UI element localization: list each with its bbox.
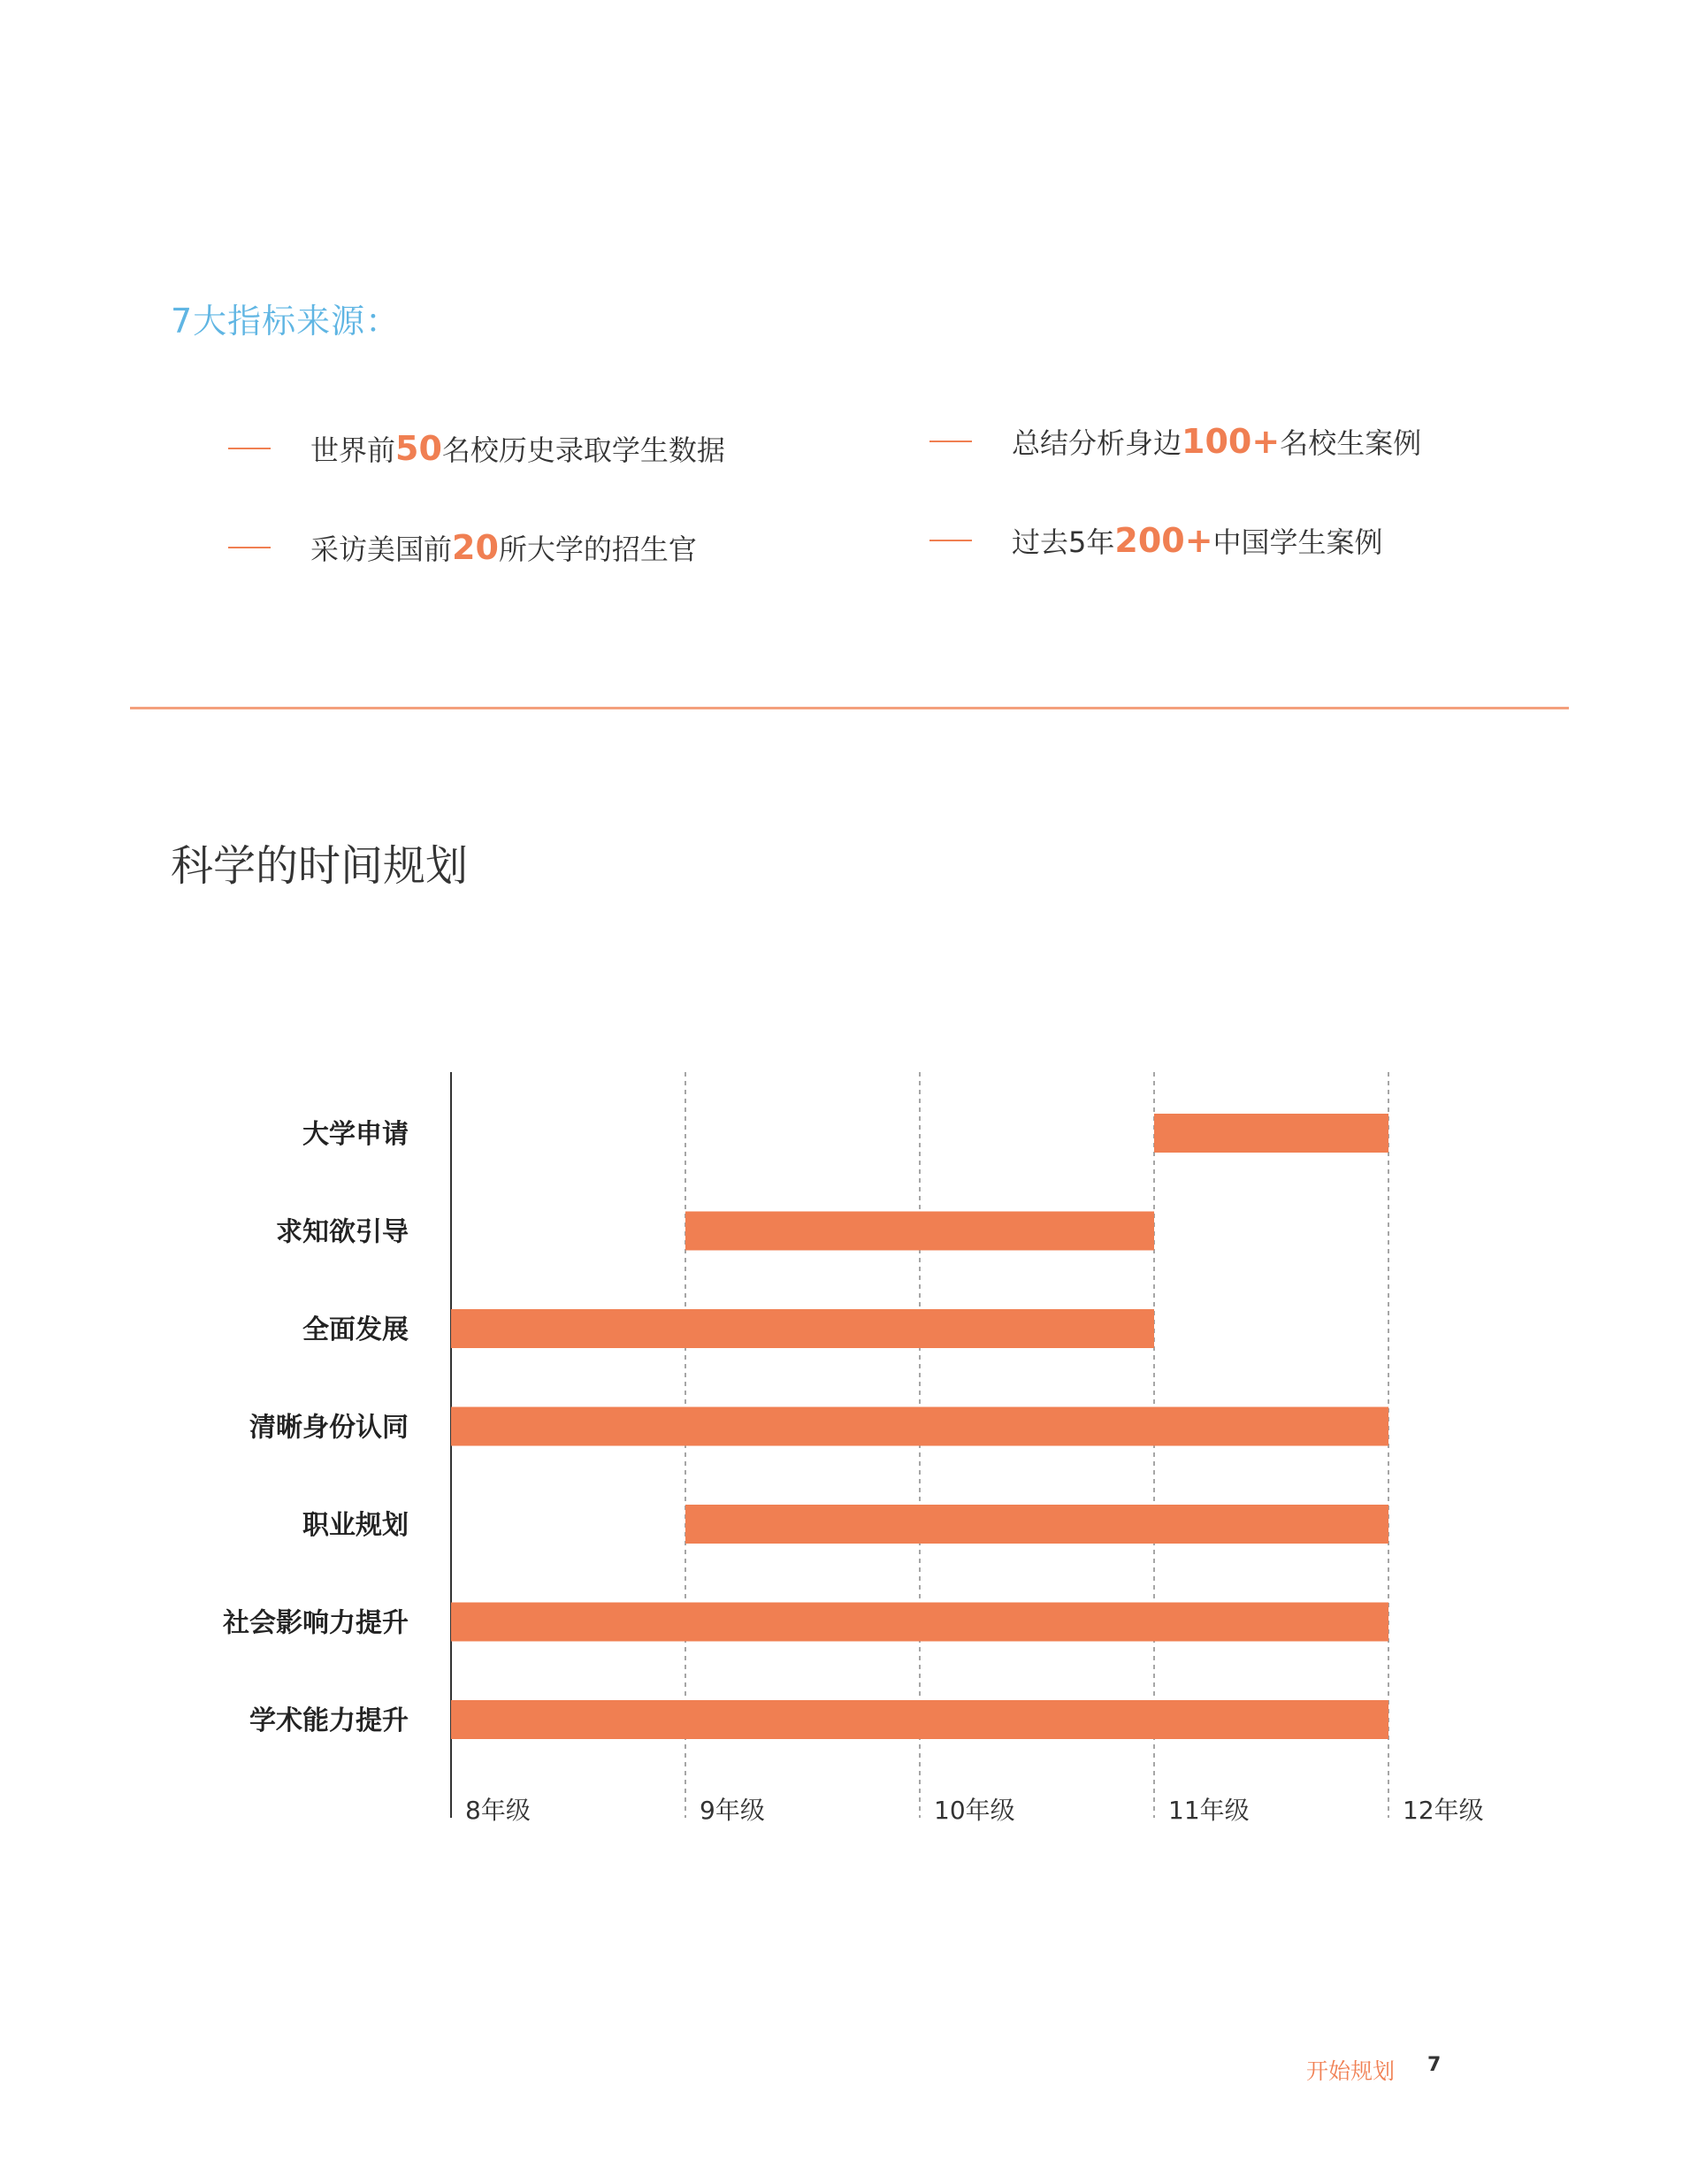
category-label: 社会影响力提升 bbox=[223, 1607, 409, 1639]
source-text-post: 名校生案例 bbox=[1280, 426, 1422, 460]
x-tick-label: 11年级 bbox=[1168, 1796, 1250, 1825]
source-text-pre: 世界前 bbox=[310, 433, 396, 467]
chart-title: 科学的时间规划 bbox=[171, 841, 469, 891]
source-text-post: 所大学的招生官 bbox=[498, 533, 697, 566]
x-tick-label: 8年级 bbox=[465, 1796, 531, 1825]
category-label: 学术能力提升 bbox=[249, 1705, 409, 1736]
gantt-bar bbox=[451, 1309, 1154, 1348]
source-text-pre: 总结分析身边 bbox=[1012, 426, 1182, 460]
source-text-post: 中国学生案例 bbox=[1212, 525, 1383, 559]
page-number: 7 bbox=[1427, 2054, 1442, 2076]
gantt-bar bbox=[451, 1700, 1388, 1739]
gantt-bar bbox=[685, 1212, 1154, 1251]
gantt-bar bbox=[1154, 1114, 1388, 1153]
x-tick-label: 12年级 bbox=[1403, 1796, 1484, 1825]
source-text-post: 名校历史录取学生数据 bbox=[441, 433, 725, 467]
category-label: 清晰身份认同 bbox=[249, 1412, 409, 1444]
sources-title: 7大指标来源： bbox=[171, 302, 401, 341]
source-highlight-number: 20 bbox=[452, 528, 499, 567]
category-label: 全面发展 bbox=[302, 1314, 409, 1345]
footer-label: 开始规划 bbox=[1306, 2058, 1396, 2084]
x-tick-label: 10年级 bbox=[934, 1796, 1015, 1825]
x-tick-label: 9年级 bbox=[700, 1796, 765, 1825]
category-label: 大学申请 bbox=[302, 1119, 409, 1150]
source-highlight-number: 100+ bbox=[1182, 422, 1281, 461]
source-text-pre: 采访美国前 bbox=[310, 533, 453, 566]
gantt-bar bbox=[451, 1603, 1388, 1642]
category-label: 职业规划 bbox=[302, 1510, 409, 1541]
gantt-bar bbox=[685, 1505, 1388, 1544]
gantt-bar bbox=[451, 1407, 1388, 1446]
source-highlight-number: 200+ bbox=[1114, 521, 1213, 560]
category-label: 求知欲引导 bbox=[276, 1216, 409, 1248]
source-highlight-number: 50 bbox=[395, 429, 442, 468]
source-text-pre: 过去5年 bbox=[1012, 525, 1115, 559]
